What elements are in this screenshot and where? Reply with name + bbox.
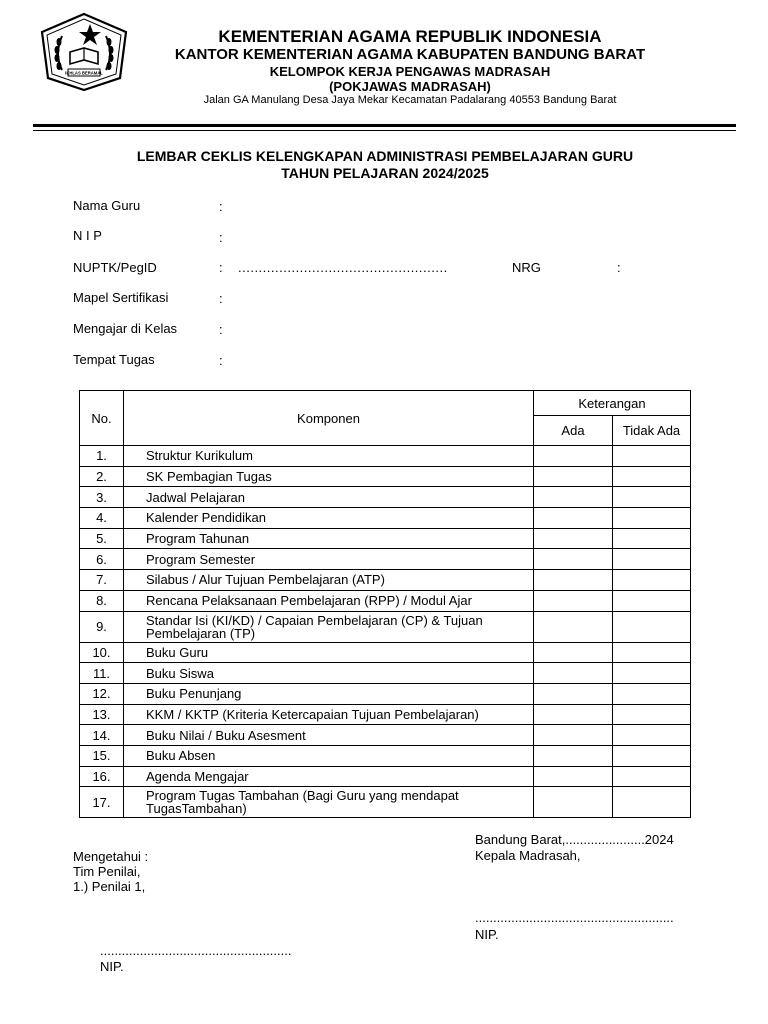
row-ada-checkbox[interactable] [534,725,613,746]
row-ada-checkbox[interactable] [534,590,613,611]
row-ada-checkbox[interactable] [534,446,613,467]
field-nip-colon: : [219,230,223,245]
row-komponen: Buku Penunjang [124,683,534,704]
row-number: 11. [80,663,124,684]
row-komponen: Rencana Pelaksanaan Pembelajaran (RPP) / Modul Ajar [124,590,534,611]
row-tidak-ada-checkbox[interactable] [613,570,691,591]
table-row [80,642,691,663]
row-tidak-ada-checkbox[interactable] [613,683,691,704]
letterhead-line1: KEMENTERIAN AGAMA REPUBLIK INDONESIA [218,27,602,46]
signature-right-dots: ....................................................... [475,910,674,925]
row-number: 7. [80,570,124,591]
row-tidak-ada-checkbox[interactable] [613,446,691,467]
row-komponen: Struktur Kurikulum [124,446,534,467]
document-title: LEMBAR CEKLIS KELENGKAPAN ADMINISTRASI PEMBELAJARAN GURU [136,148,634,164]
row-number: 3. [80,487,124,508]
row-number: 17. [80,787,124,818]
row-tidak-ada-checkbox[interactable] [613,487,691,508]
letterhead-divider-thin [33,130,736,131]
row-ada-checkbox[interactable] [534,487,613,508]
field-nrg-colon: : [617,260,621,275]
row-tidak-ada-checkbox[interactable] [613,611,691,642]
row-ada-checkbox[interactable] [534,528,613,549]
table-row [80,683,691,704]
row-komponen: Jadwal Pelajaran [124,487,534,508]
letterhead-line3: KELOMPOK KERJA PENGAWAS MADRASAH [269,64,551,79]
row-number: 12. [80,683,124,704]
row-ada-checkbox[interactable] [534,549,613,570]
row-tidak-ada-checkbox[interactable] [613,590,691,611]
row-ada-checkbox[interactable] [534,704,613,725]
header-no: No. [80,391,124,446]
field-mapel-label: Mapel Sertifikasi [73,290,169,305]
table-row [80,766,691,787]
letterhead-divider-thick [33,124,736,127]
table-row [80,570,691,591]
signature-right-nip: NIP. [475,927,499,942]
signature-tim-penilai: Tim Penilai, [73,864,141,879]
row-number: 6. [80,549,124,570]
row-tidak-ada-checkbox[interactable] [613,787,691,818]
row-tidak-ada-checkbox[interactable] [613,766,691,787]
row-ada-checkbox[interactable] [534,611,613,642]
table-row [80,487,691,508]
table-row [80,508,691,529]
row-ada-checkbox[interactable] [534,787,613,818]
table-row [80,611,691,642]
table-row [80,704,691,725]
signature-kepala-madrasah: Kepala Madrasah, [475,848,581,863]
row-komponen: Buku Siswa [124,663,534,684]
row-komponen: Buku Guru [124,642,534,663]
checklist-body [80,446,691,818]
row-komponen: Program Tahunan [124,528,534,549]
row-number: 5. [80,528,124,549]
header-keterangan: Keterangan [534,391,691,416]
row-number: 4. [80,508,124,529]
field-mapel-colon: : [219,291,223,306]
field-kelas-colon: : [219,322,223,337]
row-komponen: Buku Nilai / Buku Asesment [124,725,534,746]
row-number: 10. [80,642,124,663]
row-tidak-ada-checkbox[interactable] [613,642,691,663]
row-ada-checkbox[interactable] [534,570,613,591]
table-row [80,725,691,746]
field-nuptk-label: NUPTK/PegID [73,260,157,275]
row-number: 9. [80,611,124,642]
document-subtitle: TAHUN PELAJARAN 2024/2025 [281,165,489,181]
field-tempat-label: Tempat Tugas [73,352,155,367]
row-ada-checkbox[interactable] [534,683,613,704]
row-ada-checkbox[interactable] [534,766,613,787]
field-nama-guru-colon: : [219,199,223,214]
row-number: 1. [80,446,124,467]
row-tidak-ada-checkbox[interactable] [613,528,691,549]
row-komponen: Program Tugas Tambahan (Bagi Guru yang mendapat TugasTambahan) [124,787,534,818]
row-tidak-ada-checkbox[interactable] [613,466,691,487]
row-ada-checkbox[interactable] [534,466,613,487]
row-komponen: Buku Absen [124,745,534,766]
row-number: 8. [80,590,124,611]
field-kelas-label: Mengajar di Kelas [73,321,178,336]
field-nama-guru-label: Nama Guru [73,198,141,213]
row-number: 2. [80,466,124,487]
table-row [80,446,691,467]
signature-left-dots: ..................................................... [100,943,292,958]
field-tempat-colon: : [219,353,223,368]
row-ada-checkbox[interactable] [534,663,613,684]
row-komponen: Kalender Pendidikan [124,508,534,529]
row-komponen: KKM / KKTP (Kriteria Ketercapaian Tujuan Pembelajaran) [124,704,534,725]
row-number: 15. [80,745,124,766]
field-nip-label: N I P [73,228,102,243]
row-tidak-ada-checkbox[interactable] [613,663,691,684]
signature-place-date: Bandung Barat,......................2024 [475,832,674,847]
kemenag-logo [38,12,130,92]
row-tidak-ada-checkbox[interactable] [613,549,691,570]
field-nuptk-colon: : [219,260,223,275]
table-row [80,466,691,487]
letterhead-line2: KANTOR KEMENTERIAN AGAMA KABUPATEN BANDUNG BARAT [174,46,646,63]
row-ada-checkbox[interactable] [534,642,613,663]
table-row [80,787,691,818]
table-row [80,549,691,570]
table-row [80,663,691,684]
table-row [80,528,691,549]
signature-left-nip: NIP. [100,959,124,974]
row-ada-checkbox[interactable] [534,745,613,766]
row-komponen: Agenda Mengajar [124,766,534,787]
header-tidak-ada: Tidak Ada [613,416,691,446]
row-komponen: Silabus / Alur Tujuan Pembelajaran (ATP) [124,570,534,591]
row-tidak-ada-checkbox[interactable] [613,745,691,766]
checklist-table [79,390,691,818]
header-ada: Ada [534,416,613,446]
header-komponen: Komponen [124,391,534,446]
signature-mengetahui: Mengetahui : [73,849,149,864]
table-row [80,590,691,611]
row-komponen: Standar Isi (KI/KD) / Capaian Pembelajaran (CP) & Tujuan Pembelajaran (TP) [124,611,534,642]
field-nuptk-dots: ................................................... [238,260,448,275]
row-komponen: Program Semester [124,549,534,570]
row-tidak-ada-checkbox[interactable] [613,725,691,746]
logo-banner-text: IKHLAS BERAMAL [65,70,103,76]
row-tidak-ada-checkbox[interactable] [613,508,691,529]
row-ada-checkbox[interactable] [534,508,613,529]
letterhead-line4: (POKJAWAS MADRASAH) [329,79,491,94]
signature-penilai-1: 1.) Penilai 1, [73,879,146,894]
letterhead-address: Jalan GA Manulang Desa Jaya Mekar Kecamatan Padalarang 40553 Bandung Barat [203,94,617,106]
field-nrg-label: NRG [512,260,541,275]
row-komponen: SK Pembagian Tugas [124,466,534,487]
row-number: 13. [80,704,124,725]
table-row [80,745,691,766]
row-tidak-ada-checkbox[interactable] [613,704,691,725]
row-number: 16. [80,766,124,787]
row-number: 14. [80,725,124,746]
